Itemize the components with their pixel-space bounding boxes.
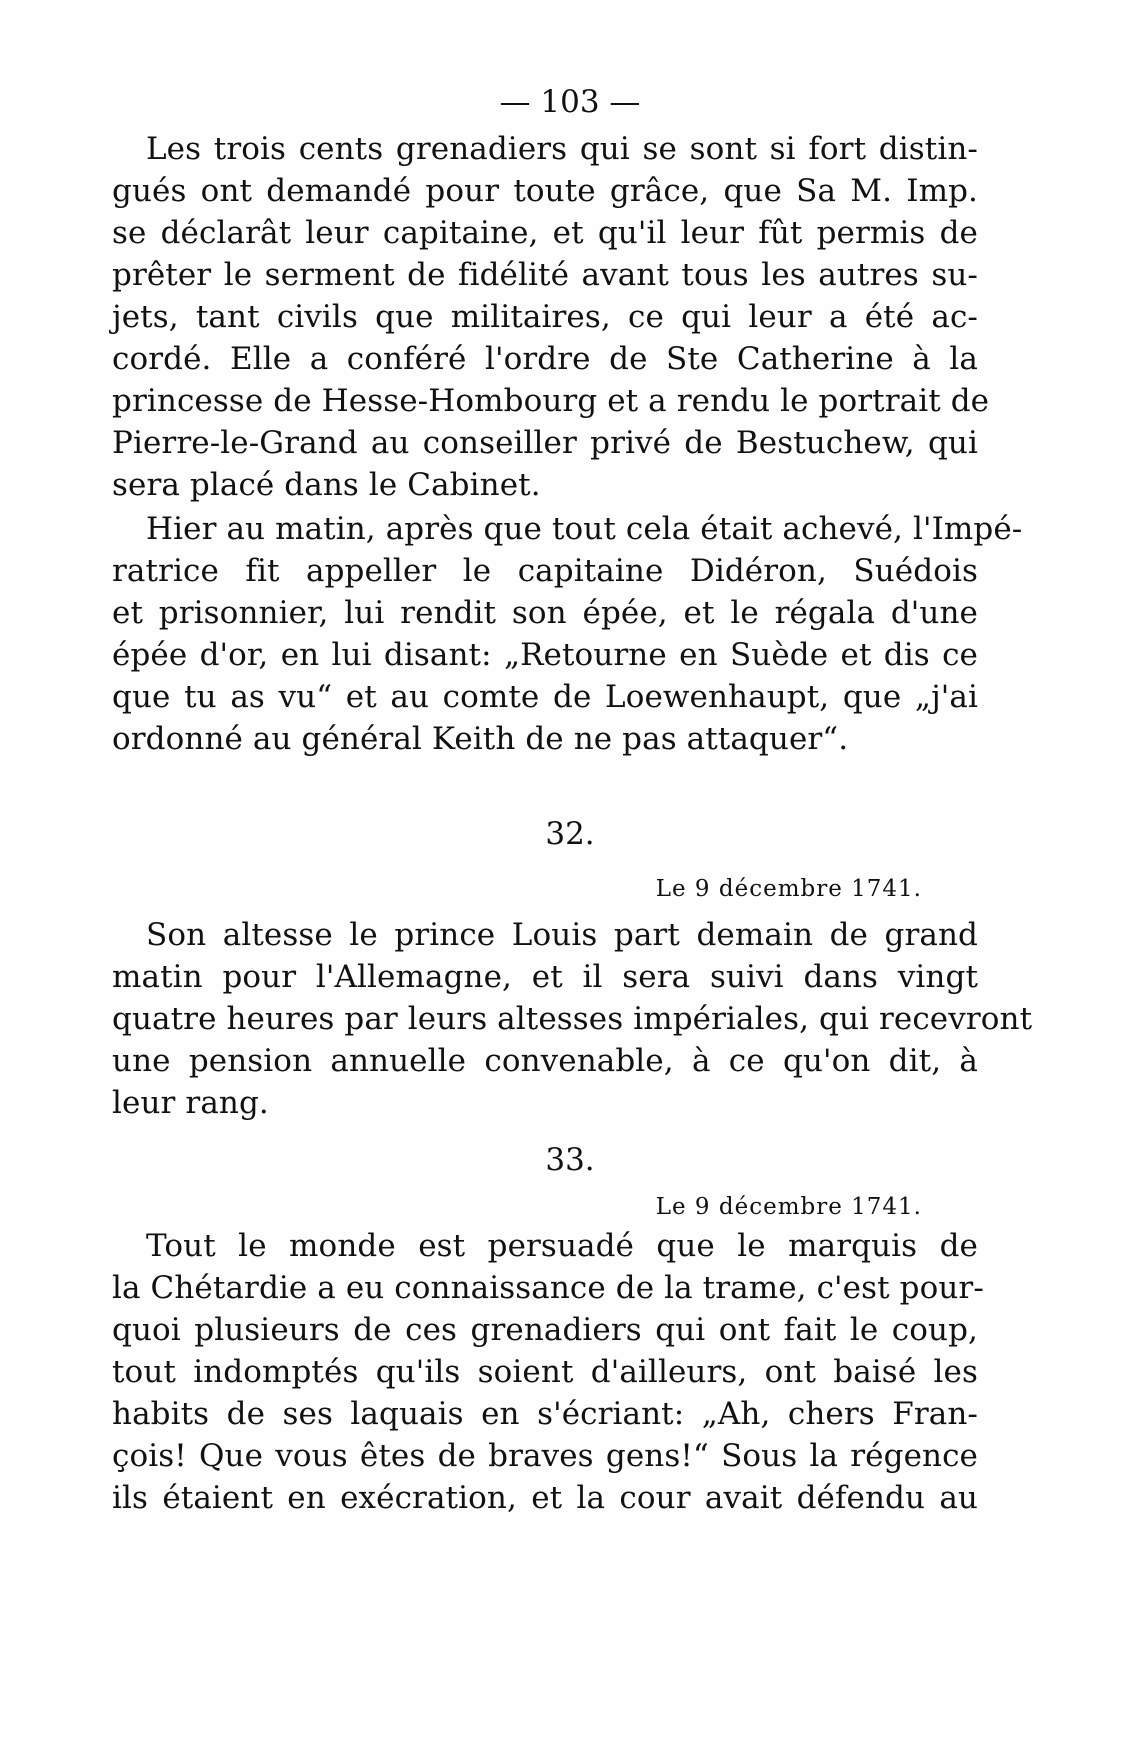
text-line: la Chétardie a eu connaissance de la trame, c'est pour- [112,1270,984,1306]
text-line: Les trois cents grenadiers qui se sont si fort distin- [146,131,978,167]
section-number-32: 32. [545,816,595,852]
text-line: épée d'or, en lui disant: „Retourne en Suède et dis ce [112,637,978,673]
text-line: Pierre-le-Grand au conseiller privé de Bestuchew, qui [112,425,978,461]
text-line: quoi plusieurs de ces grenadiers qui ont fait le coup, [112,1312,978,1348]
text-line: leur rang. [112,1085,269,1121]
paragraph-grenadiers [112,128,990,506]
text-line: matin pour l'Allemagne, et il sera suivi dans vingt [112,959,978,995]
text-line: Son altesse le prince Louis part demain de grand [146,917,978,953]
paragraph-imperatrice [112,508,1023,760]
section-date-32: Le 9 décembre 1741. [655,876,922,902]
text-line: çois! Que vous êtes de braves gens!“ Sous la régence [112,1438,978,1474]
text-line: tout indomptés qu'ils soient d'ailleurs, ont baisé les [112,1354,978,1390]
text-line: prêter le serment de fidélité avant tous les autres su- [112,257,978,293]
text-line: et prisonnier, lui rendit son épée, et le régala d'une [112,595,978,631]
paragraph-section-32 [112,914,1033,1124]
text-line: Tout le monde est persuadé que le marquis de [146,1228,978,1264]
text-line: ratrice fit appeller le capitaine Didéron, Suédois [112,553,978,589]
text-line: que tu as vu“ et au comte de Loewenhaupt, que „j'ai [112,679,978,715]
section-number-33: 33. [545,1142,595,1178]
text-line: habits de ses laquais en s'écriant: „Ah, chers Fran- [112,1396,978,1432]
text-line: princesse de Hesse-Hombourg et a rendu le portrait de [112,383,990,419]
paragraph-section-33 [112,1225,984,1519]
text-line: une pension annuelle convenable, à ce qu'on dit, à [112,1043,978,1079]
section-date-33: Le 9 décembre 1741. [655,1194,922,1220]
text-line: ordonné au général Keith de ne pas attaquer“. [112,721,849,757]
text-line: Hier au matin, après que tout cela était achevé, l'Impé- [146,511,1023,547]
text-line: gués ont demandé pour toute grâce, que Sa M. Imp. [112,173,978,209]
text-line: sera placé dans le Cabinet. [112,467,541,503]
text-line: ils étaient en exécration, et la cour avait défendu au [112,1480,978,1516]
text-line: se déclarât leur capitaine, et qu'il leur fût permis de [112,215,978,251]
text-line: jets, tant civils que militaires, ce qui leur a été ac- [112,299,978,335]
text-line: quatre heures par leurs altesses impériales, qui recevront [112,1001,1033,1037]
text-line: cordé. Elle a conféré l'ordre de Ste Catherine à la [112,341,978,377]
page-number: — 103 — [499,84,641,120]
